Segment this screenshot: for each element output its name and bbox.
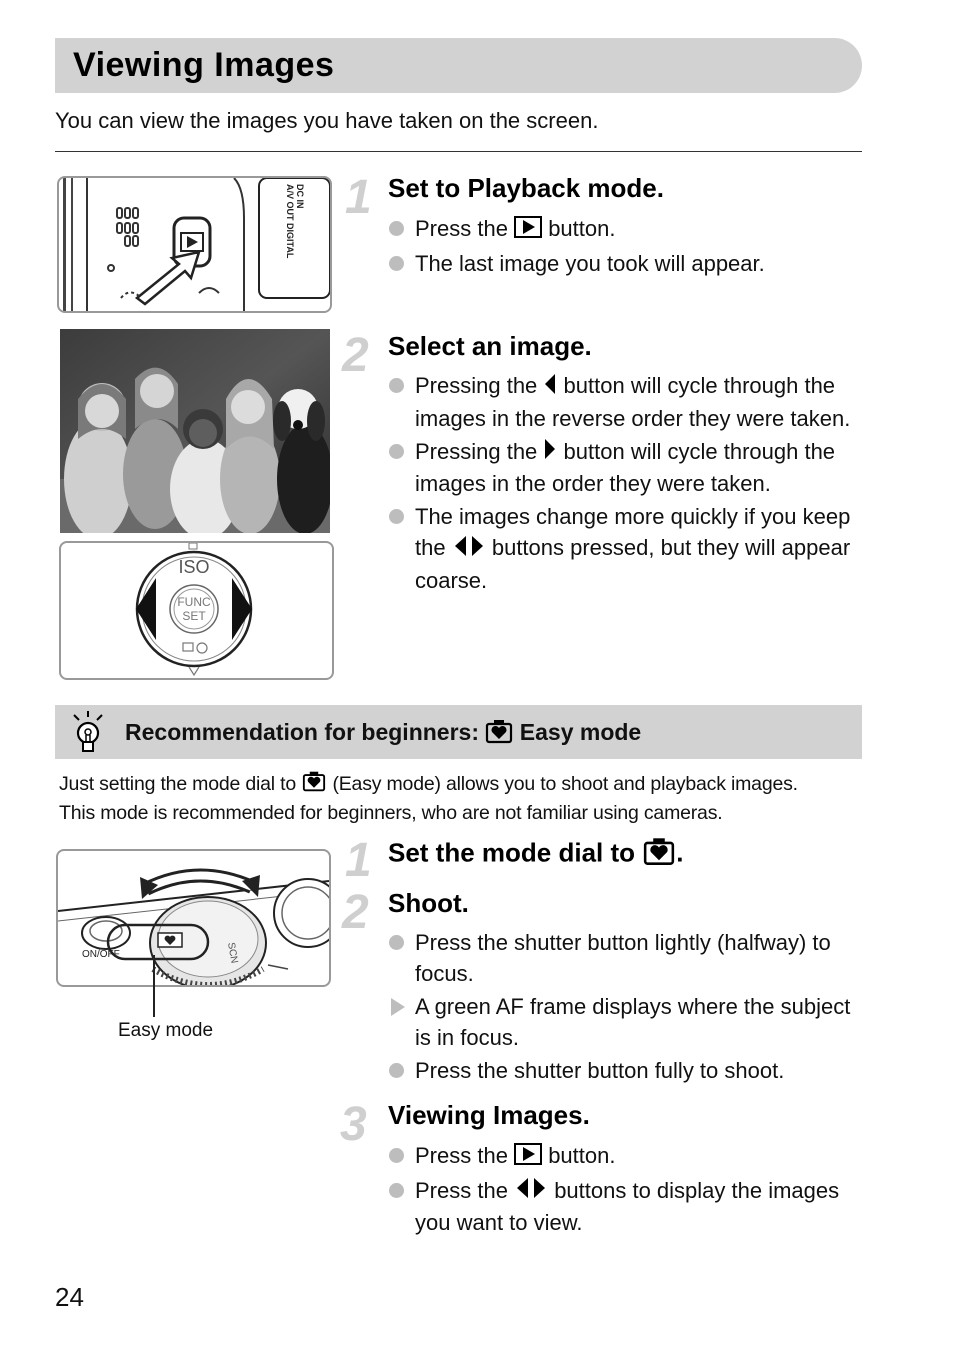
step-1-bullets [388,213,858,281]
scn-label: SCN [225,941,240,965]
tip-header [55,705,862,759]
mode-dial-illustration [56,849,331,987]
iso-label: ISO [178,557,210,577]
shoot-bullets [388,927,858,1088]
list-item: Press the button. [388,1140,858,1173]
step-number: 2 [342,329,369,382]
port-label-dcin: DC IN [295,184,305,209]
camera-playback-button-illustration [57,176,332,313]
list-item: A green AF frame displays where the subject is in focus. [388,991,858,1053]
easy-mode-icon [485,718,513,750]
step-title: Set to Playback mode. [388,173,664,203]
list-item: Press the shutter button fully to shoot. [388,1055,858,1086]
step-number: 1 [345,171,372,224]
list-item: Press the shutter button lightly (halfway) to focus. [388,927,858,989]
tip-text: Just setting the mode dial to (Easy mode) allows you to shoot and playback images. This mode is recommended for beginners, who are not familiar using cameras. [59,770,798,827]
list-item: Pressing the button will cycle through the images in the reverse order they were taken. [388,370,858,434]
list-item: Pressing the button will cycle through the images in the order they were taken. [388,436,858,500]
step-title: Set the mode dial to . [388,836,684,873]
list-item: Press the button. [388,213,858,246]
left-right-arrows-icon [452,534,486,565]
viewing-bullets [388,1140,858,1240]
set-label: SET [182,609,206,623]
func-label: FUNC [177,595,211,609]
list-item: Press the buttons to display the images you want to view. [388,1175,858,1239]
callout-line [153,955,155,1017]
playback-icon [514,215,542,246]
right-arrow-icon [543,437,557,468]
page-number: 24 [55,1282,84,1312]
step-title: Select an image. [388,331,592,361]
left-right-arrows-icon [514,1176,548,1207]
port-label-av: A/V OUT DIGITAL [285,184,295,259]
step-title: Viewing Images. [388,1100,590,1130]
easy-mode-icon [301,770,327,800]
lightbulb-icon [71,711,105,760]
list-item: The last image you took will appear. [388,248,858,279]
step-title: Shoot. [388,888,469,918]
step-number: 2 [342,886,369,939]
left-arrow-icon [543,372,557,403]
intro-text: You can view the images you have taken on the screen. [55,108,599,133]
title-bar [55,38,862,93]
on-off-label: ON/OFF [82,949,120,960]
list-item: The images change more quickly if you keep the buttons pressed, but they will appear coarse. [388,501,858,596]
step-2-bullets [388,370,858,598]
divider [55,151,862,152]
step-number: 3 [340,1098,367,1151]
control-dial-illustration [59,541,334,680]
easy-mode-caption: Easy mode [118,1020,214,1041]
page-title: Viewing Images [73,46,335,84]
playback-icon [514,1142,542,1173]
tip-title: Recommendation for beginners: Easy mode [125,718,641,750]
step-number: 1 [345,834,372,887]
sample-photo [60,329,330,533]
easy-mode-icon [642,836,676,873]
